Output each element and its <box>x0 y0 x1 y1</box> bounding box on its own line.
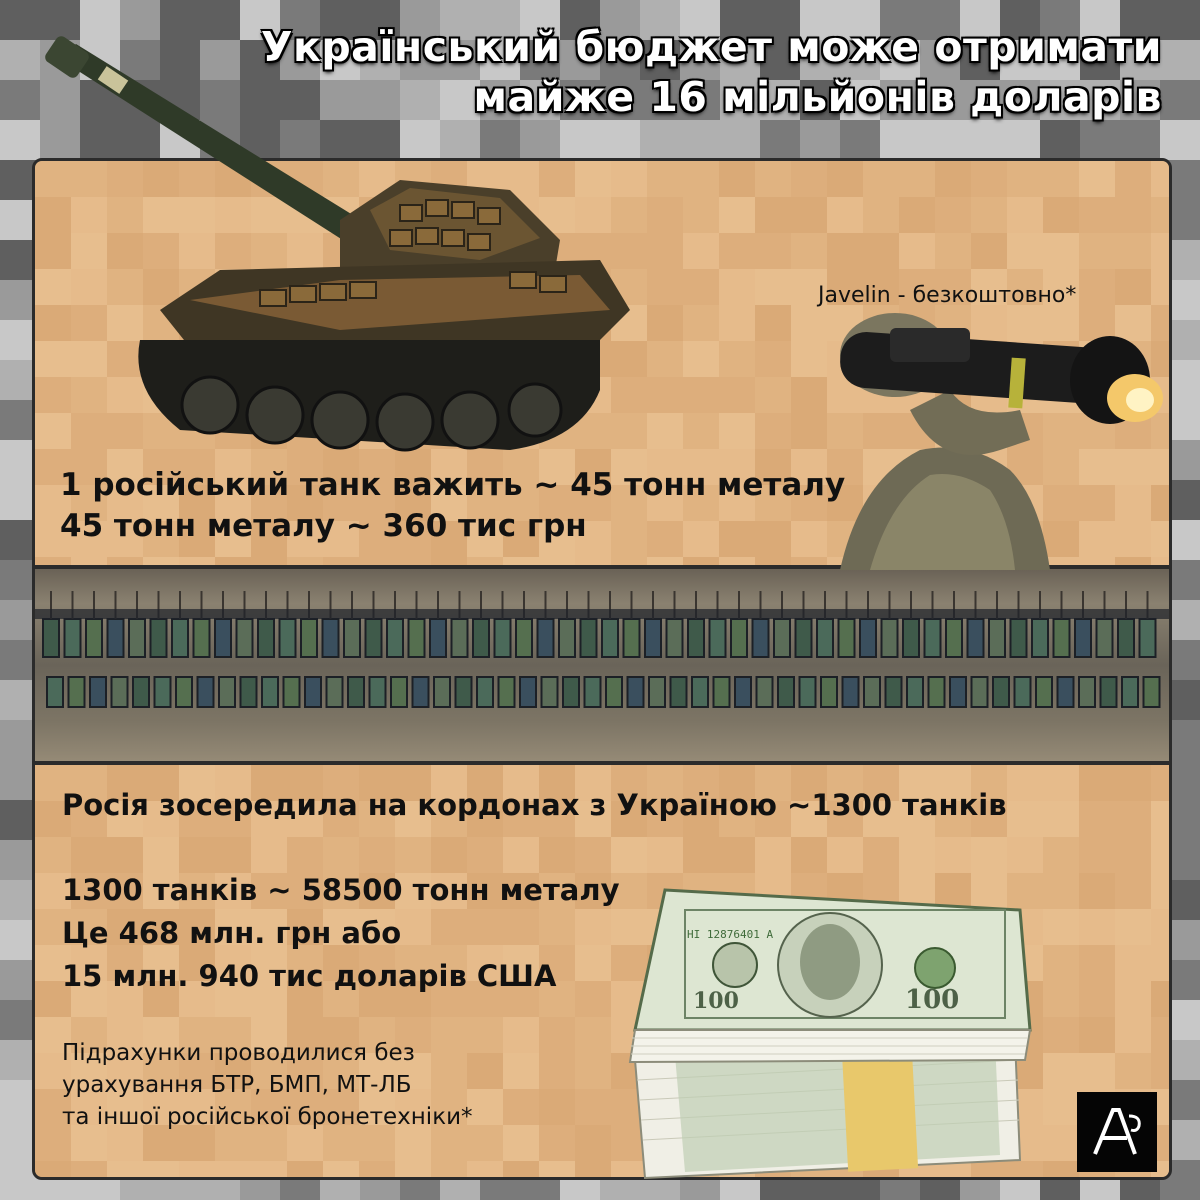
border-tanks-text: Росія зосередила на кордонах з Україною ~1300 танків <box>62 788 1007 822</box>
metal-total-text: 1300 танків ~ 58500 тонн металу <box>62 873 620 907</box>
banknote-serial-text: HI 12876401 A <box>687 928 774 941</box>
logo-icon <box>1087 1102 1147 1162</box>
tank-price-text: 45 тонн металу ~ 360 тис грн <box>60 508 587 544</box>
footnote-line-3: та іншої російської бронетехніки* <box>62 1104 473 1130</box>
money-stack-icon <box>615 880 1035 1180</box>
javelin-soldier-icon <box>800 300 1180 570</box>
footnote-line-1: Підрахунки проводилися без <box>62 1040 415 1066</box>
uah-total-text: Це 468 млн. грн або <box>62 916 402 950</box>
tank-weight-text: 1 російський танк важить ~ 45 тонн металу <box>60 467 846 503</box>
banknote-denomination-left-text: 100 <box>693 988 739 1014</box>
tank-icon <box>40 10 640 470</box>
tank-column-photo <box>32 566 1172 764</box>
banknote-denomination-text: 100 <box>905 985 960 1015</box>
javelin-label: Javelin - безкоштовно* <box>818 283 1077 308</box>
title-line-2: майже 16 мільйонів доларів <box>473 73 1162 121</box>
tank-row-image <box>35 569 1169 761</box>
title-line-1: Український бюджет може отримати <box>260 23 1162 71</box>
footnote-line-2: урахування БТР, БМП, МТ-ЛБ <box>62 1072 412 1098</box>
usd-total-text: 15 млн. 940 тис доларів США <box>62 959 557 993</box>
brand-logo <box>1077 1092 1157 1172</box>
